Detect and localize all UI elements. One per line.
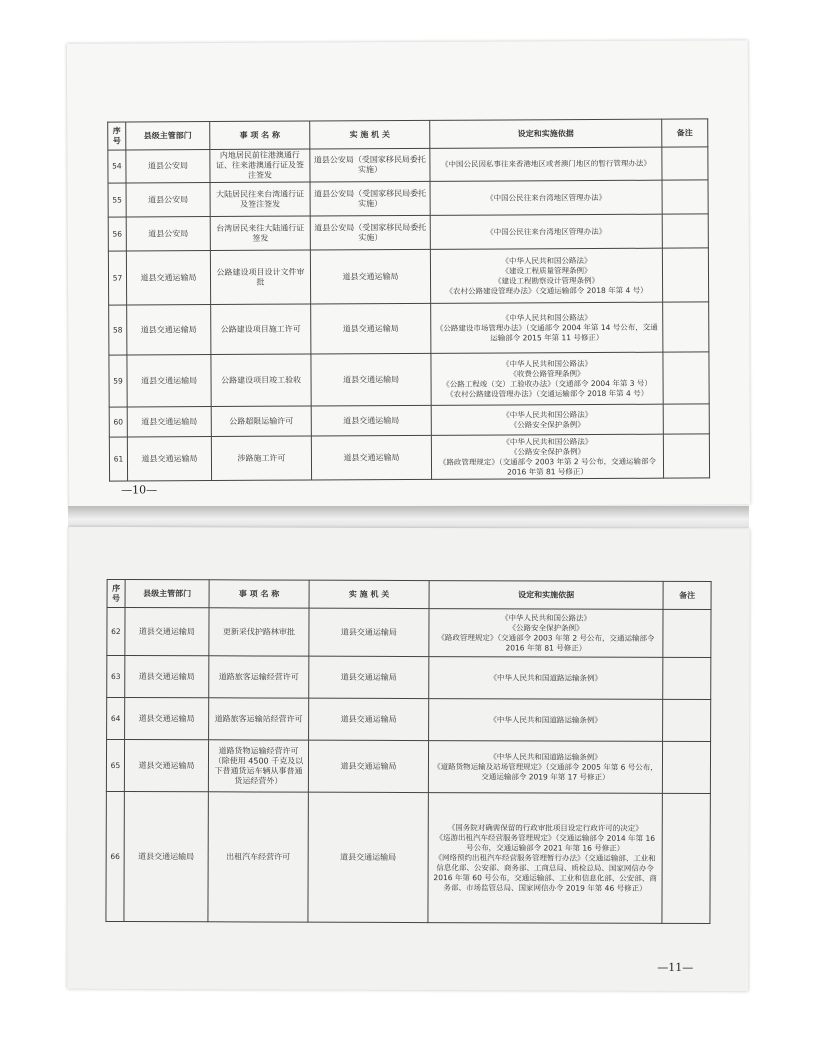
permit-table-bottom (105, 579, 711, 924)
row-dept: 道县公安局 (126, 150, 210, 183)
row-dept: 道县交通运输局 (125, 656, 209, 698)
row-item: 公路建设项目施工许可 (211, 304, 311, 355)
row-note (662, 180, 708, 214)
row-dept: 道县交通运输局 (127, 437, 211, 481)
document-page-top (67, 40, 750, 508)
table-row (109, 352, 709, 407)
row-note (662, 147, 708, 180)
row-agency: 道县交通运输局 (311, 303, 431, 354)
row-note (662, 793, 710, 923)
row-basis: 《中华人民共和国道路运输条例》 (429, 699, 663, 742)
row-basis: 《中华人民共和国道路运输条例》 (429, 657, 663, 700)
table-row (109, 404, 709, 437)
table-row (107, 697, 711, 741)
row-note (663, 609, 711, 657)
table-row (108, 180, 708, 217)
row-note (663, 657, 711, 699)
row-dept: 道县交通运输局 (125, 698, 209, 740)
row-agency: 道县交通运输局 (308, 792, 428, 922)
header-basis: 设定和实施依据 (429, 581, 663, 610)
row-note (662, 741, 710, 793)
row-seq: 60 (109, 407, 127, 437)
header-agency: 实 施 机 关 (310, 120, 430, 149)
row-note (663, 352, 709, 404)
page-number-top: —10— (121, 483, 158, 497)
header-item: 事 项 名 称 (209, 580, 309, 608)
row-basis: 《中华人民共和国公路法》 《公路建设市场管理办法》（交通部令 2004 年第 14 号公布，交通运输部令 2015 年第 11 号修正） (431, 302, 663, 353)
row-item: 大陆居民往来台湾通行证及签注签发 (210, 182, 310, 217)
header-seq: 序号 (107, 579, 125, 607)
row-basis: 《中华人民共和国公路法》 《建设工程质量管理条例》 《建设工程勘察设计管理条例》 《农村公路建设管理办法》（交通运输部令 2018 年第 4 号） (430, 248, 662, 303)
row-agency: 道县交通运输局 (309, 608, 429, 656)
table-row (109, 302, 709, 355)
row-note (662, 214, 708, 248)
row-seq: 63 (107, 655, 125, 697)
row-dept: 道县交通运输局 (127, 305, 211, 355)
row-dept: 道县交通运输局 (124, 740, 208, 792)
header-agency: 实 施 机 关 (309, 580, 429, 608)
page-number-bottom: —11— (657, 960, 694, 974)
table-header-row (107, 579, 711, 609)
row-basis: 《中华人民共和国公路法》 《公路安全保护条例》 《路政管理规定》（交通部令 2003 年第 2 号公布，交通运输部令 2016 年第 81 号修正） (429, 609, 663, 658)
table-row (106, 739, 710, 793)
table-row (107, 607, 711, 657)
row-agency: 道县公安局（受国家移民局委托实施） (310, 148, 430, 182)
header-note: 备注 (662, 119, 708, 147)
row-basis: 《国务院对确需保留的行政审批项目设定行政许可的决定》 《巡游出租汽车经营服务管理规定》（交通运输部令 2014 年第 16 号公布，交通运输部令 2021 年第 16 号修正） 《网络预约出租汽车经营服务管理暂行办法》（交通运输部、工业和信息化部、公安部、商务部、工商总局、质检总局、国家网信办令 2016 年第 60 号公布，交通运输部、工业和信息化部、公安部、商务部、市场监管总局、国家网信办令 2019 年第 46 号修正） (428, 793, 662, 924)
row-basis: 《中国公民因私事往来香港地区或者澳门地区的暂行管理办法》 (430, 147, 662, 181)
row-dept: 道县交通运输局 (124, 792, 208, 922)
row-item: 道路旅客运输经营许可 (209, 656, 309, 698)
row-basis: 《中华人民共和国公路法》 《公路安全保护条例》 《路政管理规定》（交通部令 2003 年第 2 号公布，交通运输部令 2016 年第 81 号修正） (431, 434, 663, 479)
row-note (663, 404, 709, 434)
row-item: 道路货物运输经营许可（除使用 4500 千克及以下普通货运车辆从事普通货运经营外） (208, 740, 308, 792)
document-page-bottom (67, 527, 750, 991)
row-seq: 65 (106, 739, 124, 791)
row-seq: 57 (108, 251, 126, 305)
row-dept: 道县交通运输局 (127, 407, 211, 437)
row-dept: 道县交通运输局 (125, 608, 209, 656)
row-item: 公路建设项目设计文件审批 (210, 250, 310, 305)
row-agency: 道县交通运输局 (311, 353, 431, 406)
row-agency: 道县交通运输局 (308, 740, 428, 792)
row-note (663, 434, 709, 478)
row-basis: 《中国公民往来台湾地区管理办法》 (430, 214, 662, 249)
row-seq: 55 (108, 183, 126, 217)
row-basis: 《中国公民往来台湾地区管理办法》 (430, 180, 662, 215)
row-item: 台湾居民来往大陆通行证签发 (210, 216, 310, 251)
row-basis: 《中华人民共和国公路法》 《收费公路管理条例》 《公路工程竣（交）工验收办法》（交通部令 2004 年第 3 号） 《农村公路建设管理办法》（交通运输部令 2018 年第 4 号） (431, 352, 663, 405)
row-seq: 64 (107, 697, 125, 739)
row-seq: 66 (106, 791, 124, 921)
row-seq: 62 (107, 607, 125, 655)
row-basis: 《中华人民共和国公路法》 《公路安全保护条例》 (431, 404, 663, 435)
header-item: 事 项 名 称 (210, 121, 310, 150)
row-agency: 道县交通运输局 (310, 249, 430, 304)
row-note (663, 302, 709, 352)
row-item: 出租汽车经营许可 (208, 792, 308, 922)
row-note (662, 248, 708, 302)
row-dept: 道县公安局 (126, 217, 210, 251)
row-seq: 58 (109, 305, 127, 355)
table-row (108, 147, 708, 183)
row-dept: 道县公安局 (126, 183, 210, 217)
row-dept: 道县交通运输局 (127, 355, 211, 407)
row-agency: 道县交通运输局 (309, 698, 429, 740)
row-agency: 道县公安局（受国家移民局委托实施） (310, 181, 430, 216)
table-row (108, 214, 708, 251)
row-item: 公路超限运输许可 (211, 406, 311, 437)
row-seq: 59 (109, 355, 127, 407)
row-item: 内地居民前往港澳通行证、往来港澳通行证及签注签发 (210, 149, 310, 183)
header-seq: 序号 (108, 122, 126, 150)
row-item: 道路旅客运输站经营许可 (209, 698, 309, 740)
header-basis: 设定和实施依据 (430, 119, 662, 148)
header-dept: 县级主管部门 (125, 580, 209, 608)
row-agency: 道县交通运输局 (311, 405, 431, 436)
header-dept: 县级主管部门 (126, 122, 210, 150)
table-row (106, 791, 710, 923)
row-item: 涉路施工许可 (211, 436, 311, 481)
book-fold (68, 506, 749, 528)
table-row (108, 248, 708, 305)
row-seq: 54 (108, 150, 126, 183)
row-item: 公路建设项目竣工验收 (211, 354, 311, 407)
row-agency: 道县交通运输局 (311, 435, 431, 480)
row-seq: 61 (109, 437, 127, 481)
row-agency: 道县公安局（受国家移民局委托实施） (310, 215, 430, 250)
row-seq: 56 (108, 217, 126, 251)
row-item: 更新采伐护路林审批 (209, 608, 309, 656)
row-agency: 道县交通运输局 (309, 656, 429, 698)
row-dept: 道县交通运输局 (126, 251, 210, 305)
row-basis: 《中华人民共和国道路运输条例》 《道路货物运输及站场管理规定》（交通部令 2005 年第 6 号公布，交通运输部令 2019 年第 17 号修正） (428, 741, 662, 794)
permit-table-top (107, 118, 710, 481)
table-row (109, 434, 709, 481)
table-row (107, 655, 711, 699)
row-note (663, 699, 711, 741)
table-header-row (108, 119, 708, 150)
header-note: 备注 (663, 581, 711, 609)
